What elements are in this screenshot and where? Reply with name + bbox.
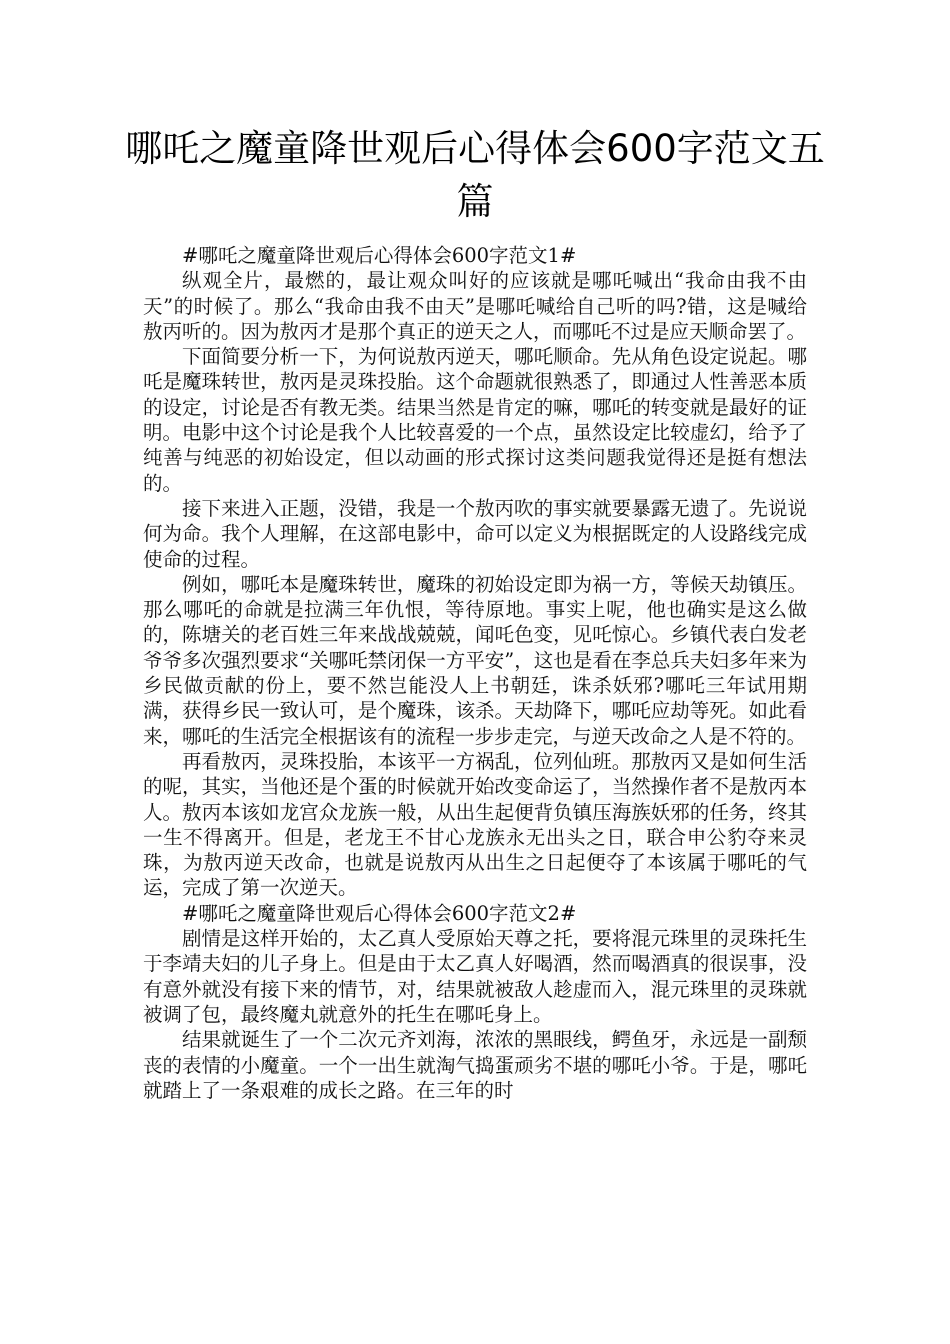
section-heading-1: #哪吒之魔童降世观后心得体会600字范文1#	[182, 244, 577, 267]
paragraph: 结果就诞生了一个二次元齐刘海，浓浓的黑眼线，鳄鱼牙，永远是一副颓丧的表情的小魔童。一个一出生就淘气捣蛋顽劣不堪的哪吒小爷。于是，哪吒就踏上了一条艰难的成长之路。在三年的时	[143, 1028, 807, 1102]
paragraph: 下面简要分析一下，为何说敖丙逆天，哪吒顺命。先从角色设定说起。哪吒是魔珠转世，敖丙是灵珠投胎。这个命题就很熟悉了，即通过人性善恶本质的设定，讨论是否有教无类。结果当然是肯定的嘛，哪吒的转变就是最好的证明。电影中这个讨论是我个人比较喜爱的一个点，虽然设定比较虚幻，给予了纯善与纯恶的初始设定，但以动画的形式探讨这类问题我觉得还是挺有想法的。	[143, 345, 807, 495]
section-heading-2: #哪吒之魔童降世观后心得体会600字范文2#	[182, 901, 577, 925]
paragraph: 接下来进入正题，没错，我是一个敖丙吹的事实就要暴露无遗了。先说说何为命。我个人理解，在这部电影中，命可以定义为根据既定的人设路线完成使命的过程。	[143, 496, 807, 571]
paragraph: 剧情是这样开始的，太乙真人受原始天尊之托，要将混元珠里的灵珠托生于李靖夫妇的儿子身上。但是由于太乙真人好喝酒，然而喝酒真的很误事，没有意外就没有接下来的情节，对，结果就被敌人趁虚而入，混元珠里的灵珠就被调了包，最终魔丸就意外的托生在哪吒身上。	[143, 927, 807, 1026]
paragraph: 例如，哪吒本是魔珠转世，魔珠的初始设定即为祸一方，等候天劫镇压。那么哪吒的命就是拉满三年仇恨，等待原地。事实上呢，他也确实是这么做的，陈塘关的老百姓三年来战战兢兢，闻吒色变，见吒惊心。乡镇代表白发老爷爷多次强烈要求“关哪吒禁闭保一方平安”，这也是看在李总兵夫妇多年来为乡民做贡献的份上，要不然岂能没人上书朝廷，诛杀妖邪?哪吒三年试用期满，获得乡民一致认可，是个魔珠，该杀。天劫降下，哪吒应劫等死。如此看来，哪吒的生活完全根据该有的流程一步步走完，与逆天改命之人是不符的。	[143, 572, 807, 748]
document-title: 哪吒之魔童降世观后心得体会600字范文五篇	[125, 127, 825, 223]
paragraph: 再看敖丙，灵珠投胎，本该平一方祸乱，位列仙班。那敖丙又是如何生活的呢，其实，当他还是个蛋的时候就开始改变命运了，当然操作者不是敖丙本人。敖丙本该如龙宫众龙族一般，从出生起便背负镇压海族妖邪的任务，终其一生不得离开。但是，老龙王不甘心龙族永无出头之日，联合申公豹夺来灵珠，为敖丙逆天改命，也就是说敖丙从出生之日起便夺了本该属于哪吒的气运，完成了第一次逆天。	[143, 749, 807, 900]
document-body	[143, 243, 807, 1103]
paragraph: 纵观全片，最燃的，最让观众叫好的应该就是哪吒喊出“我命由我不由天”的时候了。那么“我命由我不由天”是哪吒喊给自己听的吗?错，这是喊给敖丙听的。因为敖丙才是那个真正的逆天之人，而哪吒不过是应天顺命罢了。	[143, 269, 807, 343]
